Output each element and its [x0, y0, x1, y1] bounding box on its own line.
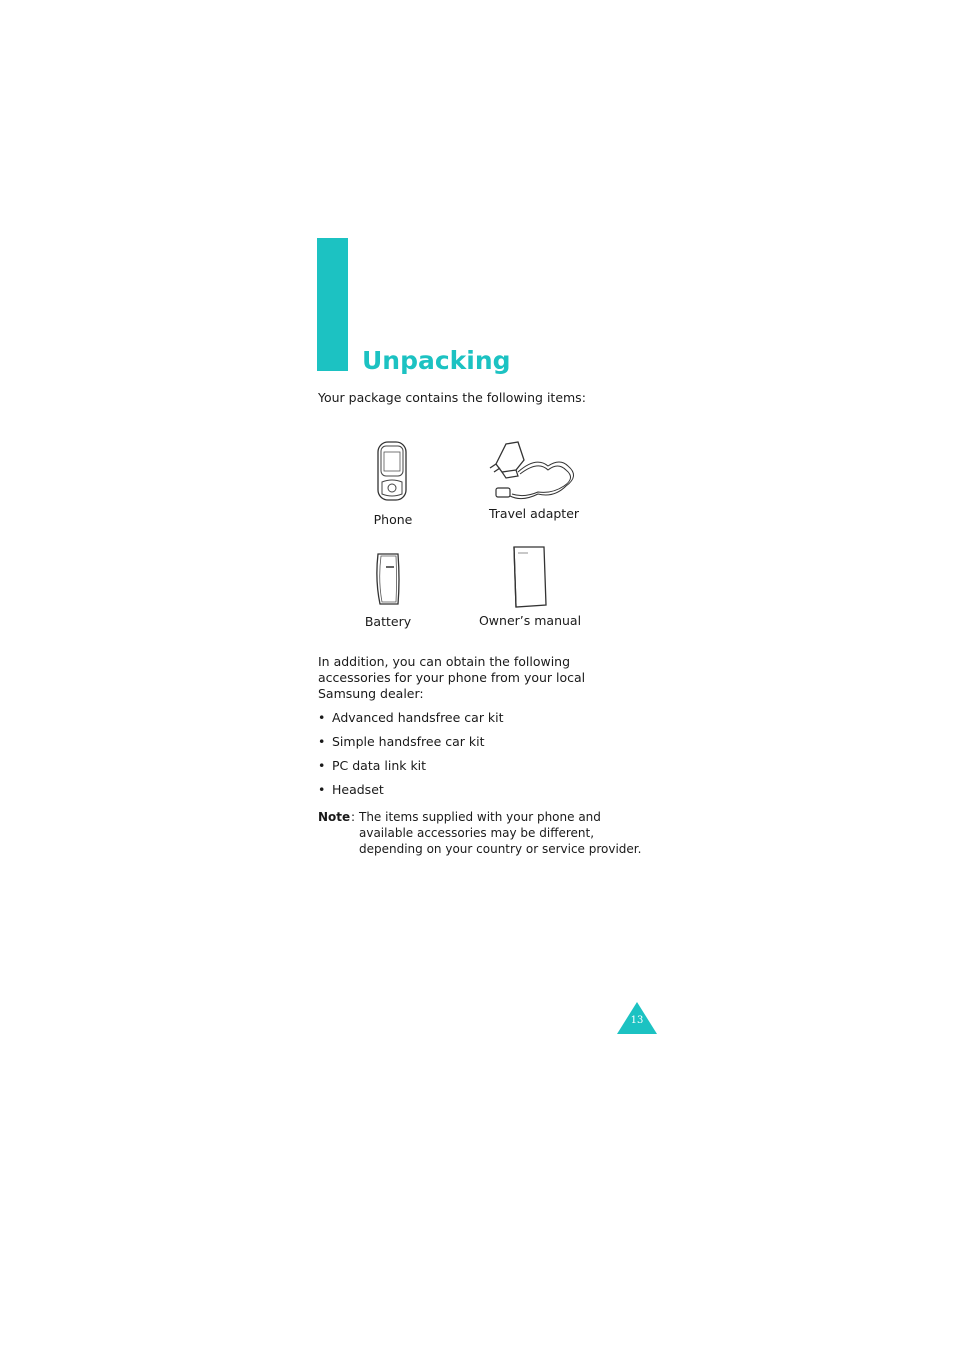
page-number: 13	[630, 1015, 644, 1026]
note-label: Note	[318, 810, 351, 824]
accessories-list	[318, 710, 504, 806]
package-item-label: Travel adapter	[488, 506, 580, 521]
section-accent-bar	[317, 238, 348, 371]
note-block	[318, 809, 648, 857]
note-text: The items supplied with your phone and available accessories may be different, depending on your country or service provider.	[359, 810, 642, 856]
package-item-label: Owner’s manual	[478, 613, 582, 628]
travel-adapter-icon	[488, 436, 580, 504]
note-colon: :	[351, 810, 356, 824]
list-item: • Headset	[318, 782, 504, 806]
intro-text: Your package contains the following items:	[318, 390, 586, 405]
manual-icon	[510, 545, 550, 609]
page-title: Unpacking	[362, 346, 511, 375]
list-item: • PC data link kit	[318, 758, 504, 782]
package-item-phone	[364, 440, 422, 528]
package-item-label: Battery	[364, 614, 412, 629]
package-item-travel-adapter	[486, 436, 582, 522]
package-item-battery	[358, 550, 418, 630]
list-item: • Advanced handsfree car kit	[318, 710, 504, 734]
battery-icon	[372, 550, 404, 608]
package-item-owners-manual	[478, 545, 582, 629]
package-item-label: Phone	[373, 512, 413, 527]
list-item: • Simple handsfree car kit	[318, 734, 504, 758]
phone-icon	[376, 440, 410, 504]
accessories-intro: In addition, you can obtain the following accessories for your phone from your local Samsung dealer:	[318, 654, 586, 701]
